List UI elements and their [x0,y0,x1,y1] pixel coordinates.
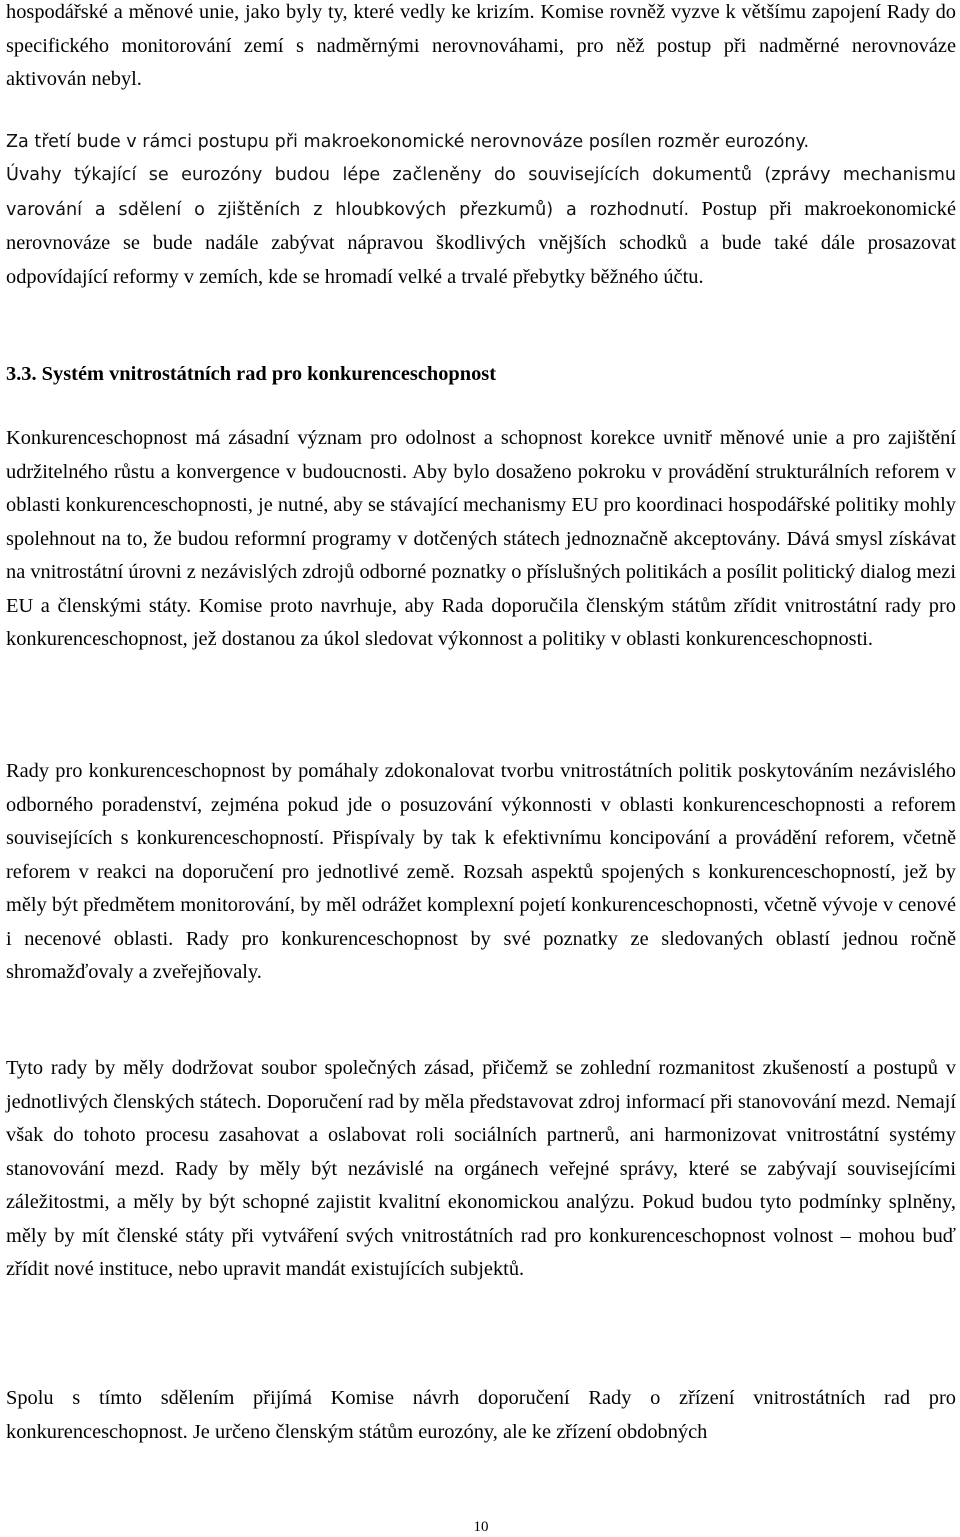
page-number: 10 [473,1519,489,1535]
body-paragraph: Rady pro konkurenceschopnost by pomáhaly zdokonalovat tvorbu vnitrostátních politik poskytováním nezávislého odborného poradenství, zejména pokud jde o posuzování výkonnosti v oblasti konkurenceschopnosti a reforem souvisejících s konkurenceschopností. Přispívaly by tak k efektivnímu koncipování a provádění reforem, včetně reforem v reakci na doporučení pro jednotlivé země. Rozsah aspektů spojených s konkurenceschopností, jež by měly být předmětem monitorování, by měl odrážet komplexní pojetí konkurenceschopnosti, včetně vývoje v cenové i necenové oblasti. Rady pro konkurenceschopnost by své poznatky ze sledovaných oblastí jednou ročně shromažďovaly a zveřejňovaly. [6,760,956,983]
document-page [6,0,956,1537]
body-paragraph [6,158,956,294]
body-paragraph: Spolu s tímto sdělením přijímá Komise návrh doporučení Rady o zřízení vnitrostátních rad pro konkurenceschopnost. Je určeno členským státům eurozóny, ale ke zřízení obdobných [6,1387,956,1443]
serif-text-run: Postup při makroekonomické nerovnováze se bude nadále zabývat nápravou škodlivých vnějších schodků a bude také dále prosazovat odpovídající reformy v zemích, kde se hromadí velké a trvalé přebytky běžného účtu. [6,197,956,288]
sans-text-run: Úvahy týkající se eurozóny budou lépe začleněny do souvisejících dokumentů (zprávy mechanismu varování a sdělení o zjištěních z hloubkových přezkumů) a rozhodnutí. [6,165,956,220]
body-paragraph: Konkurenceschopnost má zásadní význam pro odolnost a schopnost korekce uvnitř měnové unie a pro zajištění udržitelného růstu a konvergence v budoucnosti. Aby bylo dosaženo pokroku v provádění strukturálních reforem v oblasti konkurenceschopnosti, je nutné, aby se stávající mechanismy EU pro koordinaci hospodářské politiky mohly spolehnout na to, že budou reformní programy v dotčených státech jednoznačně akceptovány. Dává smysl získávat na vnitrostátní úrovni z nezávislých zdrojů odborné poznatky o příslušných politikách a posílit politický dialog mezi EU a členskými státy. Komise proto navrhuje, aby Rada doporučila členským státům zřídit vnitrostátní rady pro konkurenceschopnost, jež dostanou za úkol sledovat výkonnost a politiky v oblasti konkurenceschopnosti. [6,427,956,650]
body-paragraph: hospodářské a měnové unie, jako byly ty, které vedly ke krizím. Komise rovněž vyzve k většímu zapojení Rady do specifického monitorování zemí s nadměrnými nerovnováhami, pro něž postup při nadměrné nerovnováze aktivován nebyl. [6,1,956,90]
body-paragraph: Tyto rady by měly dodržovat soubor společných zásad, přičemž se zohlední rozmanitost zkušeností a postupů v jednotlivých členských státech. Doporučení rad by měla představovat zdroj informací při stanovování mezd. Nemají však do tohoto procesu zasahovat a oslabovat roli sociálních partnerů, ani harmonizovat vnitrostátní systémy stanovování mezd. Rady by měly být nezávislé na orgánech veřejné správy, které se zabývají souvisejícími záležitostmi, a měly by být schopné zajistit kvalitní ekonomickou analýzu. Pokud budou tyto podmínky splněny, měly by mít členské státy při vytváření svých vnitrostátních rad pro konkurenceschopnost volnost – mohou buď zřídit nové instituce, nebo upravit mandát existujících subjektů. [6,1057,956,1280]
section-heading: 3.3. Systém vnitrostátních rad pro konkurenceschopnost [6,363,497,385]
body-paragraph-italic-sans: Za třetí bude v rámci postupu při makroekonomické nerovnováze posílen rozměr eurozóny. [6,132,810,152]
